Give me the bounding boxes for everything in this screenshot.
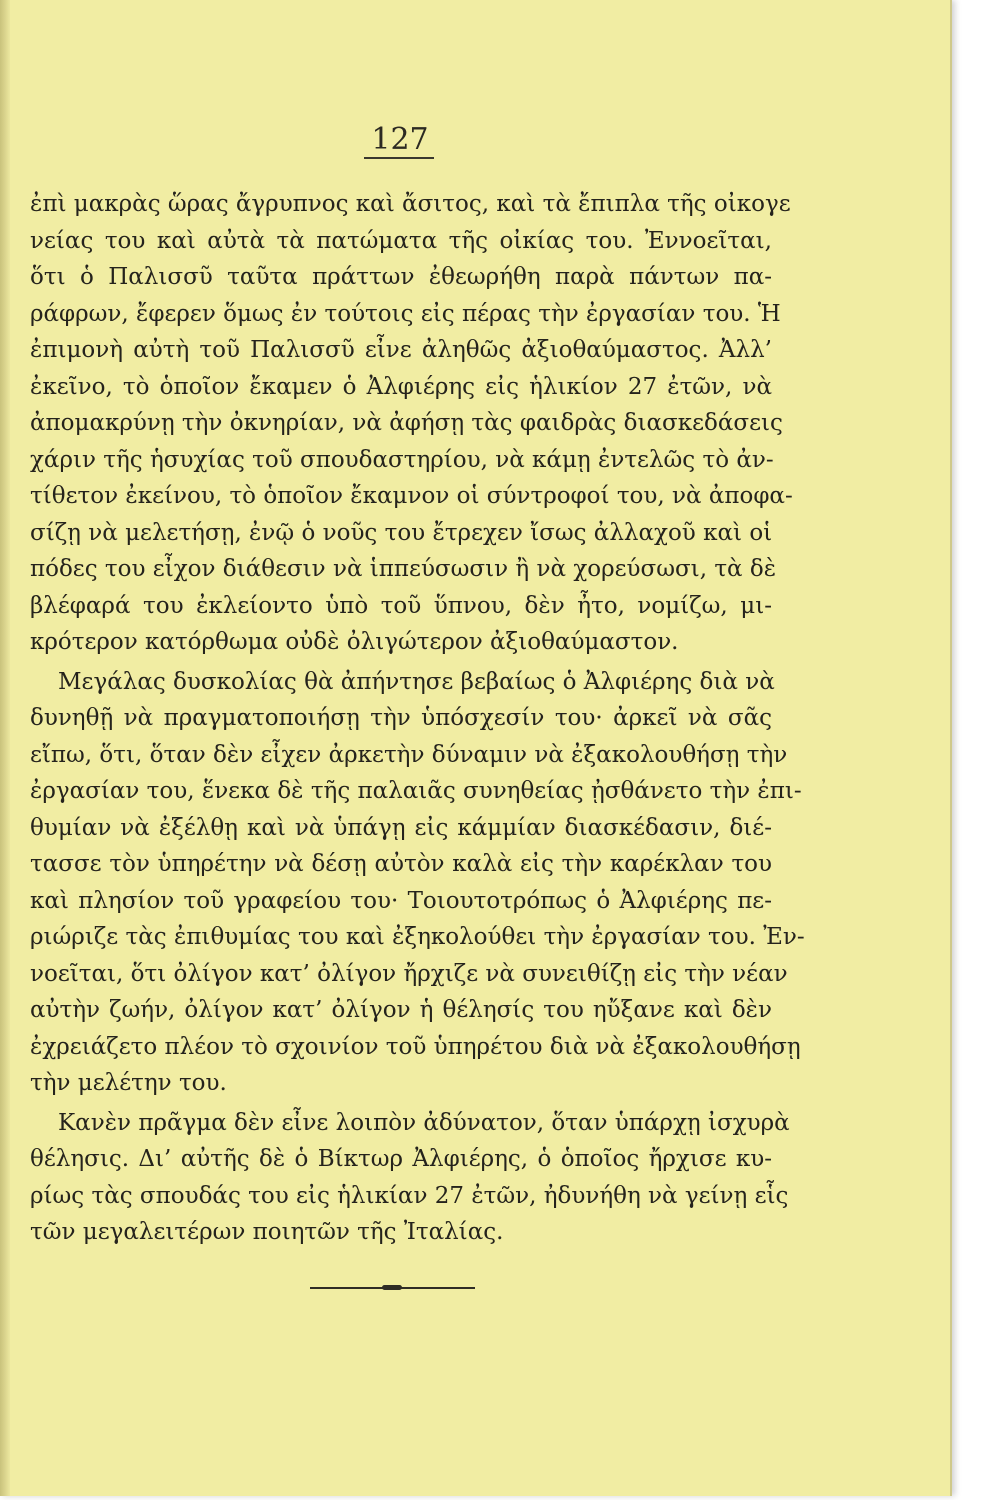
paragraph [30,186,793,661]
text-line: ἐκεῖνο, τὸ ὁποῖον ἔκαμεν ὁ Ἀλφιέρης εἰς ἡλικίον 27 ἐτῶν, νὰ [30,373,772,400]
text-line: τίθετον ἐκείνου, τὸ ὁποῖον ἔκαμνον οἱ σύντροφοί του, νὰ ἀποφα- [30,483,793,509]
text-line: Μεγάλας δυσκολίας θὰ ἀπήντησε βεβαίως ὁ Ἀλφιέρης διὰ νὰ [58,668,775,695]
text-line: χάριν τῆς ἡσυχίας τοῦ σπουδαστηρίου, νὰ κάμῃ ἐντελῶς τὸ ἀν- [30,446,774,473]
text-line: βλέφαρά του ἐκλείοντο ὑπὸ τοῦ ὕπνου, δὲν ἦτο, νομίζω, μι- [30,592,772,619]
text-line: νείας του καὶ αὐτὰ τὰ πατώματα τῆς οἰκίας του. Ἐννοεῖται, [30,227,772,254]
text-line: τὴν μελέτην του. [30,1070,227,1096]
page-number-rule [364,157,434,159]
text-line: κρότερον κατόρθωμα οὐδὲ ὀλιγώτερον ἀξιοθαύμαστον. [30,629,679,655]
text-line: ἐπὶ μακρὰς ὥρας ἄγρυπνος καὶ ἄσιτος, καὶ τὰ ἔπιπλα τῆς οἰκογε [30,191,791,217]
text-line: θυμίαν νὰ ἐξέλθῃ καὶ νὰ ὑπάγῃ εἰς κάμμίαν διασκέδασιν, διέ- [30,814,772,841]
text-line: αὐτὴν ζωήν, ὀλίγον κατ’ ὀλίγον ἡ θέλησίς του ηὔξανε καὶ δὲν [30,997,772,1023]
text-line: ὅτι ὁ Παλισσῦ ταῦτα πράττων ἐθεωρήθη παρὰ πάντων πα- [30,264,772,290]
text-line: ρίως τὰς σπουδάς του εἰς ἡλικίαν 27 ἐτῶν, ἠδυνήθη νὰ γείνῃ εἷς [30,1182,789,1209]
text-line: θέλησις. Δι’ αὐτῆς δὲ ὁ Βίκτωρ Ἀλφιέρης, ὁ ὁποῖος ἤρχισε κυ- [30,1146,772,1172]
text-line: ριώριζε τὰς ἐπιθυμίας του καὶ ἐξηκολούθει τὴν ἐργασίαν του. Ἐν- [30,924,805,950]
text-line: ἐχρειάζετο πλέον τὸ σχοινίον τοῦ ὑπηρέτου διὰ νὰ ἐξακολουθήσῃ [30,1033,801,1060]
text-line: Κανὲν πρᾶγμα δὲν εἶνε λοιπὸν ἀδύνατον, ὅταν ὑπάρχῃ ἰσχυρὰ [58,1109,790,1136]
text-line: νοεῖται, ὅτι ὀλίγον κατ’ ὀλίγον ἤρχιζε νὰ συνειθίζῃ εἰς τὴν νέαν [30,960,788,987]
text-line: καὶ πλησίον τοῦ γραφείου του· Τοιουτοτρόπως ὁ Ἀλφιέρης πε- [30,887,772,914]
body-text [30,186,805,1251]
text-line: ἐπιμονὴ αὐτὴ τοῦ Παλισσῦ εἶνε ἀληθῶς ἀξιοθαύμαστος. Ἀλλ’ [30,337,772,363]
text-line: ἀπομακρύνῃ τὴν ὀκνηρίαν, νὰ ἀφήσῃ τὰς φαιδρὰς διασκεδάσεις [30,410,783,436]
text-line: πόδες του εἶχον διάθεσιν νὰ ἱππεύσωσιν ἢ νὰ χορεύσωσι, τὰ δὲ [30,556,777,582]
text-line: ράφρων, ἔφερεν ὅμως ἐν τούτοις εἰς πέρας τὴν ἐργασίαν του. Ἡ [30,300,781,327]
text-line: δυνηθῇ νὰ πραγματοποιήσῃ τὴν ὑπόσχεσίν του· ἀρκεῖ νὰ σᾶς [30,705,772,731]
text-line: ἐργασίαν του, ἕνεκα δὲ τῆς παλαιᾶς συνηθείας ᾐσθάνετο τὴν ἐπι- [30,778,802,804]
page-binding-edge [0,0,10,1496]
page-number: 127 [371,122,429,157]
text-line: τασσε τὸν ὑπηρέτην νὰ δέσῃ αὐτὸν καλὰ εἰς τὴν καρέκλαν του [30,851,772,877]
paragraph [30,1105,790,1251]
end-ornament-rule [310,1287,475,1289]
text-line: εἴπω, ὅτι, ὅταν δὲν εἶχεν ἀρκετὴν δύναμιν νὰ ἐξακολουθήσῃ τὴν [30,741,788,768]
text-line: τῶν μεγαλειτέρων ποιητῶν τῆς Ἰταλίας. [30,1219,504,1245]
text-line: σίζῃ νὰ μελετήσῃ, ἐνῷ ὁ νοῦς του ἔτρεχεν ἴσως ἀλλαχοῦ καὶ οἱ [30,519,773,546]
paragraph [30,664,805,1102]
